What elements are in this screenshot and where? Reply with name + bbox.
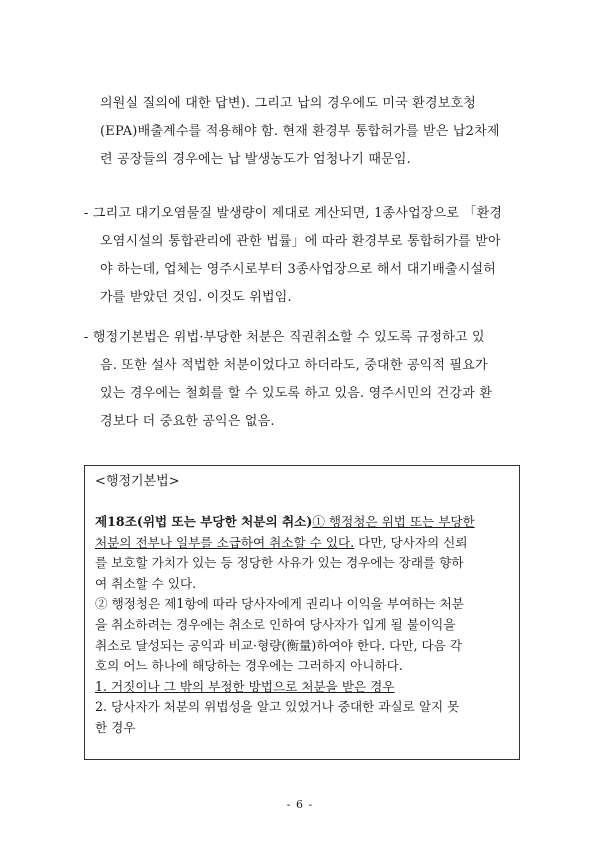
- text-line: - 행정기본법은 위법·부당한 처분은 직권취소할 수 있도록 규정하고 있: [84, 330, 485, 345]
- article-line: 호의 어느 하나에 해당하는 경우에는 그러하지 아니하다.: [95, 658, 403, 674]
- underlined-text: 처분의 전부나 일부를 소급하여 취소할 수 있다.: [95, 534, 355, 550]
- page-number: - 6 -: [286, 798, 314, 811]
- article-line: 를 보호할 가치가 있는 등 정당한 사유가 있는 경우에는 장래를 향하: [95, 555, 464, 571]
- text-line: 오염시설의 통합관리에 관한 법률」에 따라 환경부로 통합허가를 받아: [100, 234, 501, 249]
- paragraph-integrated-permit: [84, 200, 534, 312]
- law-box-title: <행정기본법>: [95, 474, 180, 489]
- article-line: 을 취소하려는 경우에는 취소로 인하여 당사자가 입게 될 불이익을: [95, 616, 456, 632]
- article-line: ② 행정청은 제1항에 따라 당사자에게 권리나 이익을 부여하는 처분: [95, 596, 464, 612]
- text-span: 다만, 당사자의 신뢰: [354, 534, 468, 550]
- law-excerpt-box: [84, 465, 520, 760]
- article-line: 취소로 달성되는 공익과 비교·형량(衡量)하여야 한다. 다만, 다음 각: [95, 637, 463, 653]
- paragraph-admin-act: [84, 324, 534, 436]
- article-line: 여 취소할 수 있다.: [95, 575, 197, 591]
- text-line: 있는 경우에는 철회를 할 수 있도록 하고 있음. 영주시민의 건강과 환: [100, 386, 493, 401]
- text-line: (EPA)배출계수를 적용해야 함. 현재 환경부 통합허가를 받은 납2차제: [100, 124, 500, 139]
- article-heading: 제18조(위법 또는 부당한 처분의 취소): [95, 514, 313, 529]
- text-line: 경보다 더 중요한 공익은 없음.: [100, 414, 275, 429]
- text-line: 가를 받았던 것임. 이것도 위법임.: [100, 290, 292, 305]
- paragraph-epa: [100, 90, 530, 174]
- text-line: 련 공장들의 경우에는 납 발생농도가 엄청나기 때문임.: [100, 152, 412, 167]
- article-line: [95, 512, 511, 533]
- article-line-underlined: 1. 거짓이나 그 밖의 부정한 방법으로 처분을 받은 경우: [95, 678, 395, 694]
- text-line: 의원실 질의에 대한 답변). 그리고 납의 경우에도 미국 환경보호청: [100, 96, 476, 111]
- article-line: 2. 당사자가 처분의 위법성을 알고 있었거나 중대한 과실로 알지 못: [95, 699, 460, 715]
- law-article-text: [95, 512, 511, 739]
- underlined-text: ① 행정청은 위법 또는 부당한: [312, 514, 475, 529]
- text-line: - 그리고 대기오염물질 발생량이 제대로 계산되면, 1종사업장으로 「환경: [84, 206, 503, 221]
- text-line: 야 하는데, 업체는 영주시로부터 3종사업장으로 해서 대기배출시설허: [100, 262, 497, 277]
- article-line: 한 경우: [95, 719, 136, 735]
- text-line: 음. 또한 설사 적법한 처분이었다고 하더라도, 중대한 공익적 필요가: [100, 358, 488, 373]
- article-line: [95, 533, 511, 554]
